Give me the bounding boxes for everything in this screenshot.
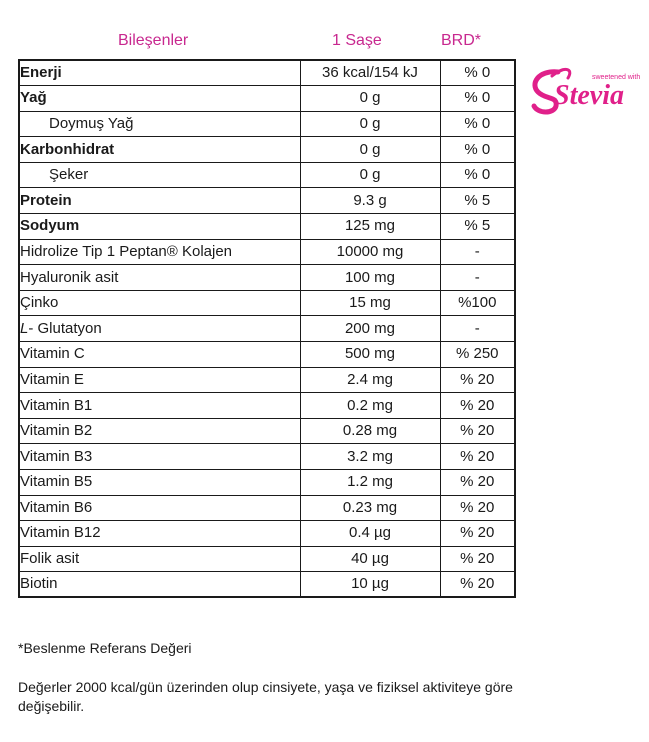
table-row xyxy=(19,111,515,137)
reference-value: - xyxy=(440,265,515,291)
reference-value: % 0 xyxy=(440,86,515,112)
amount-per-sachet: 0.2 mg xyxy=(300,393,440,419)
reference-value: % 5 xyxy=(440,214,515,240)
ingredient-name: Vitamin B6 xyxy=(19,495,300,521)
reference-value: % 20 xyxy=(440,444,515,470)
amount-per-sachet: 2.4 mg xyxy=(300,367,440,393)
amount-per-sachet: 0 g xyxy=(300,86,440,112)
reference-value: % 0 xyxy=(440,162,515,188)
table-row xyxy=(19,86,515,112)
ingredient-name: Vitamin B3 xyxy=(19,444,300,470)
table-row xyxy=(19,316,515,342)
ingredient-name: Vitamin E xyxy=(19,367,300,393)
ingredient-name: Vitamin B2 xyxy=(19,418,300,444)
ingredient-name: Biotin xyxy=(19,572,300,598)
table-row xyxy=(19,495,515,521)
ingredient-name: Hidrolize Tip 1 Peptan® Kolajen xyxy=(19,239,300,265)
amount-per-sachet: 3.2 mg xyxy=(300,444,440,470)
table-row xyxy=(19,162,515,188)
table-row xyxy=(19,418,515,444)
reference-value: - xyxy=(440,316,515,342)
table-row xyxy=(19,188,515,214)
reference-value: % 20 xyxy=(440,367,515,393)
reference-value: %100 xyxy=(440,290,515,316)
column-header-sachet: 1 Saşe xyxy=(332,32,382,49)
ingredient-name: Vitamin B12 xyxy=(19,521,300,547)
table-row xyxy=(19,546,515,572)
amount-per-sachet: 125 mg xyxy=(300,214,440,240)
ingredient-name: Şeker xyxy=(19,162,300,188)
column-header-brd: BRD* xyxy=(441,32,482,49)
reference-value: - xyxy=(440,239,515,265)
stevia-tagline: sweetened with xyxy=(592,74,640,81)
table-row xyxy=(19,290,515,316)
ingredient-name: Hyaluronik asit xyxy=(19,265,300,291)
reference-value: % 0 xyxy=(440,111,515,137)
table-row xyxy=(19,521,515,547)
table-row xyxy=(19,60,515,86)
table-row xyxy=(19,239,515,265)
amount-per-sachet: 0.4 µg xyxy=(300,521,440,547)
ingredient-name: Karbonhidrat xyxy=(19,137,300,163)
reference-value: % 0 xyxy=(440,60,515,86)
ingredient-name: Sodyum xyxy=(19,214,300,240)
nutrition-table-body xyxy=(19,60,515,597)
reference-value: % 250 xyxy=(440,342,515,368)
table-row xyxy=(19,470,515,496)
table-row xyxy=(19,367,515,393)
amount-per-sachet: 0 g xyxy=(300,162,440,188)
ingredient-name: Folik asit xyxy=(19,546,300,572)
table-row xyxy=(19,265,515,291)
ingredient-name: Vitamin B1 xyxy=(19,393,300,419)
reference-value: % 5 xyxy=(440,188,515,214)
table-row xyxy=(19,214,515,240)
amount-per-sachet: 0.23 mg xyxy=(300,495,440,521)
amount-per-sachet: 10000 mg xyxy=(300,239,440,265)
amount-per-sachet: 500 mg xyxy=(300,342,440,368)
amount-per-sachet: 10 µg xyxy=(300,572,440,598)
ingredient-name: Enerji xyxy=(19,60,300,86)
table-row xyxy=(19,444,515,470)
amount-per-sachet: 100 mg xyxy=(300,265,440,291)
stevia-logo xyxy=(528,62,640,116)
stevia-wordmark: Stevia xyxy=(554,80,624,111)
ingredient-name: L- Glutatyon xyxy=(19,316,300,342)
reference-value: % 20 xyxy=(440,470,515,496)
reference-value: % 20 xyxy=(440,393,515,419)
table-row xyxy=(19,342,515,368)
reference-value: % 20 xyxy=(440,495,515,521)
disclaimer-note: Değerler 2000 kcal/gün üzerinden olup cinsiyete, yaşa ve fiziksel aktiviteye göre değişebilir. xyxy=(18,679,513,714)
reference-value: % 20 xyxy=(440,546,515,572)
ingredient-name: Protein xyxy=(19,188,300,214)
table-row xyxy=(19,137,515,163)
ingredient-name: Çinko xyxy=(19,290,300,316)
reference-value: % 20 xyxy=(440,418,515,444)
nutrition-table xyxy=(18,59,516,598)
ingredient-name: Doymuş Yağ xyxy=(19,111,300,137)
amount-per-sachet: 9.3 g xyxy=(300,188,440,214)
amount-per-sachet: 40 µg xyxy=(300,546,440,572)
ingredient-name: Yağ xyxy=(19,86,300,112)
footnote: *Beslenme Referans Değeri xyxy=(18,640,192,656)
amount-per-sachet: 0 g xyxy=(300,111,440,137)
reference-value: % 0 xyxy=(440,137,515,163)
reference-value: % 20 xyxy=(440,521,515,547)
table-row xyxy=(19,393,515,419)
column-header-ingredients: Bileşenler xyxy=(118,32,189,49)
amount-per-sachet: 36 kcal/154 kJ xyxy=(300,60,440,86)
amount-per-sachet: 0 g xyxy=(300,137,440,163)
amount-per-sachet: 200 mg xyxy=(300,316,440,342)
amount-per-sachet: 15 mg xyxy=(300,290,440,316)
reference-value: % 20 xyxy=(440,572,515,598)
amount-per-sachet: 1.2 mg xyxy=(300,470,440,496)
amount-per-sachet: 0.28 mg xyxy=(300,418,440,444)
table-row xyxy=(19,572,515,598)
ingredient-name: Vitamin C xyxy=(19,342,300,368)
ingredient-name: Vitamin B5 xyxy=(19,470,300,496)
